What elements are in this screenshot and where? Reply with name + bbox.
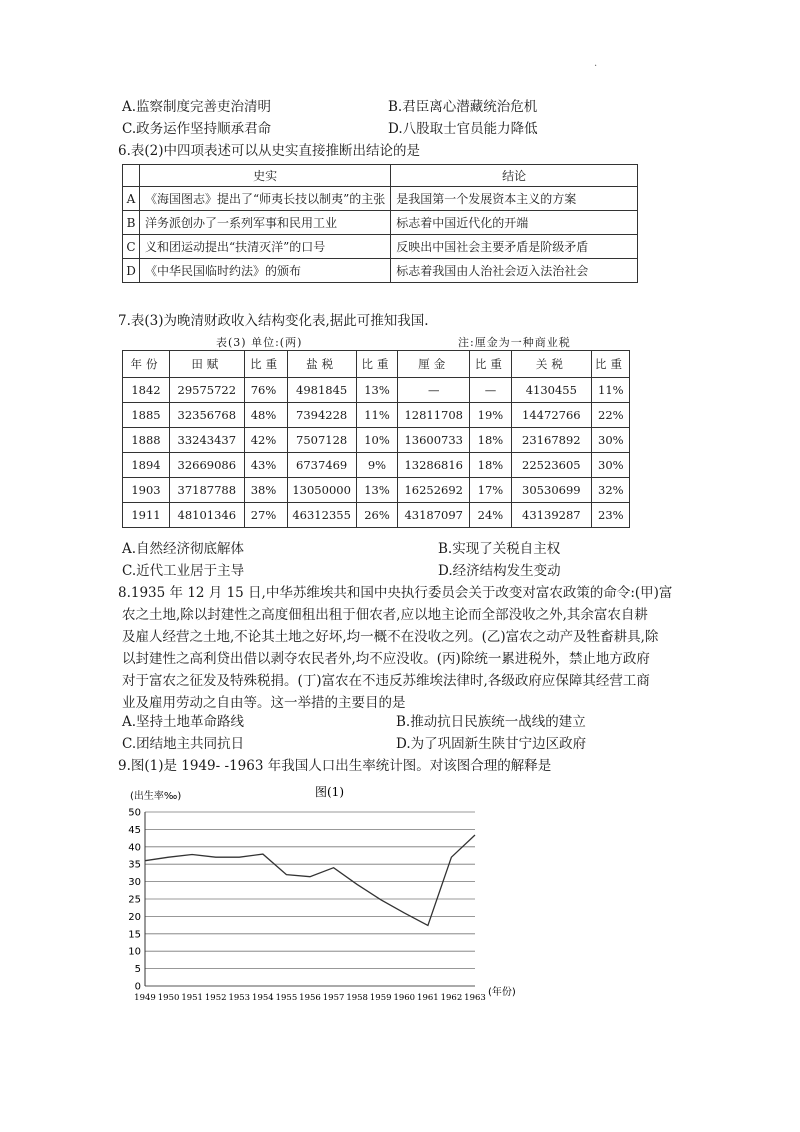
q5-option-b: B.君臣离心潜藏统治危机 <box>388 99 538 115</box>
x-tick-label: 1958 <box>346 993 368 1003</box>
table-cell: 6737469 <box>287 453 356 478</box>
table-cell: 38% <box>244 478 287 503</box>
y-tick-label: 20 <box>128 911 141 923</box>
table-row <box>123 211 638 235</box>
table-cell: 13050000 <box>287 478 356 503</box>
table-cell: 4130455 <box>511 378 591 403</box>
x-tick-label: 1962 <box>440 993 463 1003</box>
table-cell: 27% <box>244 503 287 528</box>
header-year: 年份 <box>123 351 170 378</box>
table-cell: 10% <box>356 428 397 453</box>
table-cell: 12811708 <box>398 403 470 428</box>
table-cell: 1894 <box>123 453 170 478</box>
birth-rate-line-chart <box>115 782 535 1012</box>
y-tick-label: 10 <box>128 946 141 958</box>
table-cell: 46312355 <box>287 503 356 528</box>
x-tick-label: 1955 <box>275 993 298 1003</box>
table-cell: 22523605 <box>511 453 591 478</box>
table3-note: 注:厘金为一种商业税 <box>458 336 571 349</box>
table-cell: 19% <box>470 403 511 428</box>
table-row <box>123 428 630 453</box>
table-cell: 30% <box>592 453 630 478</box>
table-cell: 1911 <box>123 503 170 528</box>
y-tick-label: 35 <box>128 859 141 871</box>
row-fact: 义和团运动提出“扶清灭洋”的口号 <box>140 235 391 259</box>
table-cell: 42% <box>244 428 287 453</box>
x-tick-label: 1963 <box>464 993 486 1003</box>
row-conclusion: 标志着中国近代化的开端 <box>391 211 638 235</box>
y-tick-label: 50 <box>128 807 141 819</box>
q8-option-a: A.坚持土地革命路线 <box>122 714 245 730</box>
table-cell: 7507128 <box>287 428 356 453</box>
x-tick-label: 1959 <box>369 993 392 1003</box>
row-label: A <box>123 187 140 211</box>
table-cell: 24% <box>470 503 511 528</box>
table-cell: 7394228 <box>287 403 356 428</box>
header-ratio: 比重 <box>244 351 287 378</box>
series-line <box>145 835 475 925</box>
y-axis-label: (出生率‰) <box>130 791 182 802</box>
x-tick-label: 1953 <box>228 993 251 1003</box>
table-cell: 76% <box>244 378 287 403</box>
y-tick-label: 45 <box>128 824 141 836</box>
table-cell: 1903 <box>123 478 170 503</box>
table-cell: 13% <box>356 378 397 403</box>
table-row <box>123 478 630 503</box>
q8-line-5: 对于富农之征发及特殊税捐。(丁)富农在不违反苏维埃法律时,各级政府应保障其经营工商 <box>122 673 650 689</box>
table-cell: 29575722 <box>169 378 244 403</box>
table-header-fact: 史实 <box>140 165 391 187</box>
table-cell: 26% <box>356 503 397 528</box>
table-header-row <box>123 351 630 378</box>
x-tick-label: 1961 <box>417 993 439 1003</box>
row-fact: 洋务派创办了一系列军事和民用工业 <box>140 211 391 235</box>
x-tick-label: 1950 <box>157 993 180 1003</box>
y-tick-label: 0 <box>134 981 141 993</box>
row-fact: 《中华民国临时约法》的颁布 <box>140 259 391 283</box>
table-cell: 32% <box>592 478 630 503</box>
q8-option-c: C.团结地主共同抗日 <box>122 736 245 752</box>
row-label: D <box>123 259 140 283</box>
header-land-tax: 田赋 <box>169 351 244 378</box>
header-ratio: 比重 <box>592 351 630 378</box>
x-tick-label: 1952 <box>204 993 227 1003</box>
table-cell: 33243437 <box>169 428 244 453</box>
table-cell: — <box>470 378 511 403</box>
q7-stem: 7.表(3)为晚清财政收入结构变化表,据此可推知我国. <box>118 313 429 329</box>
table-row <box>123 235 638 259</box>
table-cell: 48101346 <box>169 503 244 528</box>
row-label: B <box>123 211 140 235</box>
table-cell: 17% <box>470 478 511 503</box>
y-tick-label: 40 <box>128 842 141 854</box>
x-tick-label: 1960 <box>393 993 416 1003</box>
y-tick-label: 25 <box>128 894 141 906</box>
table-cell: 32669086 <box>169 453 244 478</box>
table-cell: 30530699 <box>511 478 591 503</box>
table-cell: 9% <box>356 453 397 478</box>
table-cell: 1885 <box>123 403 170 428</box>
y-tick-label: 5 <box>134 964 141 976</box>
q7-option-d: D.经济结构发生变动 <box>438 563 561 579</box>
table-cell: 13% <box>356 478 397 503</box>
header-lijin: 厘金 <box>398 351 470 378</box>
table-cell: 23% <box>592 503 630 528</box>
table-cell: 13600733 <box>398 428 470 453</box>
row-conclusion: 反映出中国社会主要矛盾是阶级矛盾 <box>391 235 638 259</box>
table-cell: 4981845 <box>287 378 356 403</box>
x-tick-label: 1951 <box>181 993 203 1003</box>
table-cell: — <box>398 378 470 403</box>
x-tick-label: 1956 <box>299 993 321 1003</box>
q8-line-3: 及雇人经营之土地,不论其土地之好坏,均一概不在没收之列。(乙)富农之动产及牲畜耕具,除 <box>122 629 659 645</box>
table-cell: 37187788 <box>169 478 244 503</box>
table-cell: 11% <box>356 403 397 428</box>
table3-caption: 表(3) 单位:(两) <box>216 336 303 349</box>
x-tick-label: 1954 <box>252 993 274 1003</box>
table-cell: 13286816 <box>398 453 470 478</box>
chart-title: 图(1) <box>315 785 344 799</box>
row-conclusion: 是我国第一个发展资本主义的方案 <box>391 187 638 211</box>
q6-stem: 6.表(2)中四项表述可以从史实直接推断出结论的是 <box>118 143 421 159</box>
table-cell: 23167892 <box>511 428 591 453</box>
q7-option-b: B.实现了关税自主权 <box>438 541 561 557</box>
table-header-conclusion: 结论 <box>391 165 638 187</box>
table-cell: 43% <box>244 453 287 478</box>
q7-table <box>122 350 630 528</box>
q8-line-6: 业及雇用劳动之自由等。这一举措的主要目的是 <box>122 695 406 711</box>
page-mark: . <box>594 58 598 69</box>
q8-line-2: 农之土地,除以封建性之高度佃租出租于佃农者,应以地主论而全部没收之外,其余富农自耕 <box>122 607 648 623</box>
table-cell: 11% <box>592 378 630 403</box>
q8-line-4: 以封建性之高利贷出借以剥夺农民者外,均不应没收。(丙)除统一累进税外，禁止地方政府 <box>122 651 650 667</box>
table-cell: 43187097 <box>398 503 470 528</box>
table-cell: 32356768 <box>169 403 244 428</box>
table-cell: 1888 <box>123 428 170 453</box>
q9-stem: 9.图(1)是 1949- -1963 年我国人口出生率统计图。对该图合理的解释是 <box>118 758 552 774</box>
row-conclusion: 标志着我国由人治社会迈入法治社会 <box>391 259 638 283</box>
table-header-row <box>123 165 638 187</box>
q8-option-d: D.为了巩固新生陕甘宁边区政府 <box>396 736 587 752</box>
row-label: C <box>123 235 140 259</box>
table-row <box>123 259 638 283</box>
header-ratio: 比重 <box>470 351 511 378</box>
table-row <box>123 378 630 403</box>
q5-option-a: A.监察制度完善吏治清明 <box>122 99 272 115</box>
row-fact: 《海国图志》提出了“师夷长技以制夷”的主张 <box>140 187 391 211</box>
table-cell: 18% <box>470 428 511 453</box>
table-cell: 18% <box>470 453 511 478</box>
table-cell: 30% <box>592 428 630 453</box>
table-cell: 1842 <box>123 378 170 403</box>
table-cell: 43139287 <box>511 503 591 528</box>
q5-option-c: C.政务运作坚持顺承君命 <box>122 121 272 137</box>
y-tick-label: 15 <box>128 929 141 941</box>
table-cell: 16252692 <box>398 478 470 503</box>
x-tick-label: 1949 <box>134 993 156 1003</box>
x-axis-label: (年份) <box>488 987 516 998</box>
q8-line-1: 8.1935 年 12 月 15 日,中华苏维埃共和国中央执行委员会关于改变对富农政策的命令:(甲)富 <box>118 585 673 601</box>
header-customs: 关税 <box>511 351 591 378</box>
q8-option-b: B.推动抗日民族统一战线的建立 <box>396 714 586 730</box>
table-cell: 22% <box>592 403 630 428</box>
table-row <box>123 503 630 528</box>
q7-option-a: A.自然经济彻底解体 <box>122 541 245 557</box>
table-row <box>123 187 638 211</box>
table-row <box>123 403 630 428</box>
header-ratio: 比重 <box>356 351 397 378</box>
table-cell: 14472766 <box>511 403 591 428</box>
q5-option-d: D.八股取士官员能力降低 <box>388 121 538 137</box>
table-cell: 48% <box>244 403 287 428</box>
y-tick-label: 30 <box>128 877 141 889</box>
q6-table <box>122 164 638 283</box>
header-salt-tax: 盐税 <box>287 351 356 378</box>
q7-option-c: C.近代工业居于主导 <box>122 563 245 579</box>
table-row <box>123 453 630 478</box>
x-tick-label: 1957 <box>322 993 345 1003</box>
